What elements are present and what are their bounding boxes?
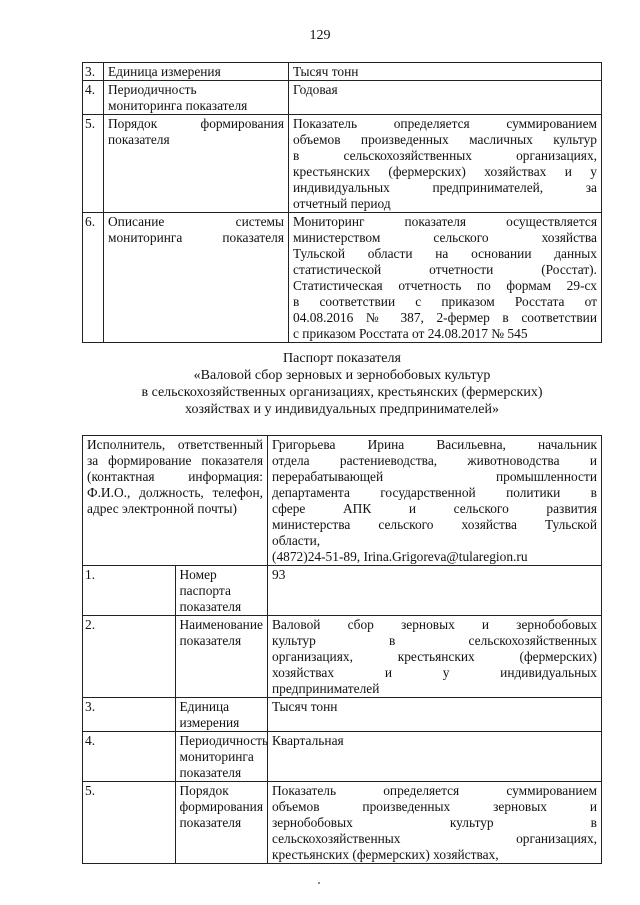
row-number: 5. — [83, 115, 104, 213]
passport-title: Паспорт показателя — [283, 351, 401, 366]
passport-subtitle-line: хозяйствах и у индивидуальных предпринимателей» — [185, 402, 499, 417]
row-value — [289, 115, 602, 213]
cell-line: адрес электронной почты) — [87, 501, 237, 516]
cell-line: Тульской области на основании данных — [293, 246, 597, 261]
cell-line: Единица измерения — [108, 64, 221, 79]
cell-line: Периодичность — [179, 733, 269, 748]
cell-line: хозяйствах и у индивидуальных — [272, 665, 597, 680]
row-value — [268, 732, 602, 782]
cell-line: Номер паспорта — [179, 567, 231, 598]
cell-line: организациях, крестьянских (фермерских) — [272, 649, 597, 664]
indicator-table-continued — [82, 62, 602, 343]
cell-line: Ф.И.О., должность, телефон, — [87, 485, 263, 500]
cell-line: мониторинга показателя — [108, 98, 248, 113]
cell-line: Порядок формирования — [108, 116, 284, 131]
row-label — [104, 115, 289, 213]
row-label — [175, 732, 268, 782]
row-value — [268, 782, 602, 864]
cell-line: статистической отчетности (Росстат). — [293, 262, 597, 277]
cell-line: с приказом Росстата от 24.08.2017 № 545 — [293, 326, 528, 341]
table-row — [83, 566, 602, 616]
table-row — [83, 616, 602, 698]
cell-line: мониторинга показателя — [108, 230, 284, 245]
table-row — [83, 81, 602, 115]
cell-line: (контактная информация: — [87, 469, 263, 484]
cell-line: в сельскохозяйственных организациях, — [293, 148, 597, 163]
row-value — [289, 81, 602, 115]
cell-line: объемов произведенных зерновых и — [272, 799, 597, 814]
row-label — [175, 698, 268, 732]
cell-line: Тысяч тонн — [293, 64, 359, 79]
row-label — [175, 782, 268, 864]
cell-line: отдела растениеводства, животноводства и — [272, 453, 597, 468]
row-number: 4. — [83, 81, 104, 115]
cell-line: области, — [272, 533, 321, 548]
indicator-passport-table — [82, 435, 602, 864]
cell-line: Исполнитель, ответственный — [87, 437, 263, 452]
row-label — [175, 616, 268, 698]
row-value — [268, 616, 602, 698]
cell-line: индивидуальных предпринимателей, за — [293, 180, 597, 195]
cell-line: (4872)24-51-89, Irina.Grigoreva@tularegion.ru — [272, 549, 528, 564]
cell-line: Статистическая отчетность по формам 29-сх — [293, 278, 597, 293]
cell-line: Периодичность — [108, 82, 197, 97]
executor-value — [268, 436, 602, 566]
row-label — [104, 63, 289, 81]
table-row — [83, 115, 602, 213]
page-number: 129 — [309, 28, 331, 43]
cell-line: Описание системы — [108, 214, 284, 229]
row-number: 3. — [83, 63, 104, 81]
cell-line: Валовой сбор зерновых и зернобобовых — [272, 617, 597, 632]
table-row — [83, 63, 602, 81]
row-label — [175, 566, 268, 616]
cell-line: Григорьева Ирина Васильевна, начальник — [272, 437, 597, 452]
cell-line: Годовая — [293, 82, 338, 97]
executor-label — [83, 436, 268, 566]
passport-subtitle-line: в сельскохозяйственных организациях, крестьянских (фермерских) — [141, 385, 543, 400]
cell-line: 93 — [272, 567, 286, 582]
table-body — [83, 63, 602, 343]
cell-line: Показатель определяется суммированием — [293, 116, 597, 131]
cell-line: в соответствии с приказом Росстата от — [293, 294, 597, 309]
cell-line: Наименование показателя — [179, 617, 263, 648]
row-label — [104, 81, 289, 115]
row-number: 2. — [83, 616, 176, 698]
cell-line: показателя — [108, 132, 170, 147]
row-number: 6. — [83, 213, 104, 343]
row-value — [268, 566, 602, 616]
cell-line: показателя — [179, 815, 242, 830]
table-row — [83, 698, 602, 732]
cell-line: департамента государственной политики в — [272, 485, 597, 500]
cell-line: Порядок формирования — [179, 783, 263, 814]
cell-line: зернобобовых культур в — [272, 815, 597, 830]
row-number: 3. — [83, 698, 176, 732]
cell-line: сельскохозяйственных организациях, — [272, 831, 597, 846]
row-number: 5. — [83, 782, 176, 864]
row-label — [104, 213, 289, 343]
cell-line: Единица измерения — [179, 699, 240, 730]
row-value — [289, 63, 602, 81]
row-value — [289, 213, 602, 343]
scan-mark — [318, 882, 320, 884]
cell-line: за формирование показателя — [87, 453, 263, 468]
cell-line: Квартальная — [272, 733, 344, 748]
cell-line: мониторинга показателя — [179, 749, 254, 780]
cell-line: Тысяч тонн — [272, 699, 338, 714]
table-row — [83, 782, 602, 864]
cell-line: министерством сельского хозяйства — [293, 230, 597, 245]
cell-line: министерства сельского хозяйства Тульской — [272, 517, 597, 532]
row-number: 4. — [83, 732, 176, 782]
table-row — [83, 732, 602, 782]
cell-line: отчетный период — [293, 196, 391, 211]
cell-line: Показатель определяется суммированием — [272, 783, 597, 798]
passport-heading — [82, 350, 602, 418]
cell-line: культур в сельскохозяйственных — [272, 633, 597, 648]
cell-line: 04.08.2016 № 387, 2-фермер в соответствии — [293, 310, 597, 325]
cell-line: показателя — [179, 599, 242, 614]
row-value — [268, 698, 602, 732]
cell-line: Мониторинг показателя осуществляется — [293, 214, 597, 229]
cell-line: крестьянских (фермерских) хозяйствах, — [272, 847, 499, 862]
cell-line: объемов произведенных масличных культур — [293, 132, 597, 147]
table-row — [83, 436, 602, 566]
row-number: 1. — [83, 566, 176, 616]
cell-line: сфере АПК и сельского развития — [272, 501, 597, 516]
passport-subtitle-line: «Валовой сбор зерновых и зернобобовых культур — [193, 368, 491, 383]
cell-line: перерабатывающей промышленности — [272, 469, 597, 484]
cell-line: предпринимателей — [272, 681, 380, 696]
cell-line: крестьянских (фермерских) хозяйствах и у — [293, 164, 597, 179]
table-row — [83, 213, 602, 343]
table-body — [83, 436, 602, 864]
